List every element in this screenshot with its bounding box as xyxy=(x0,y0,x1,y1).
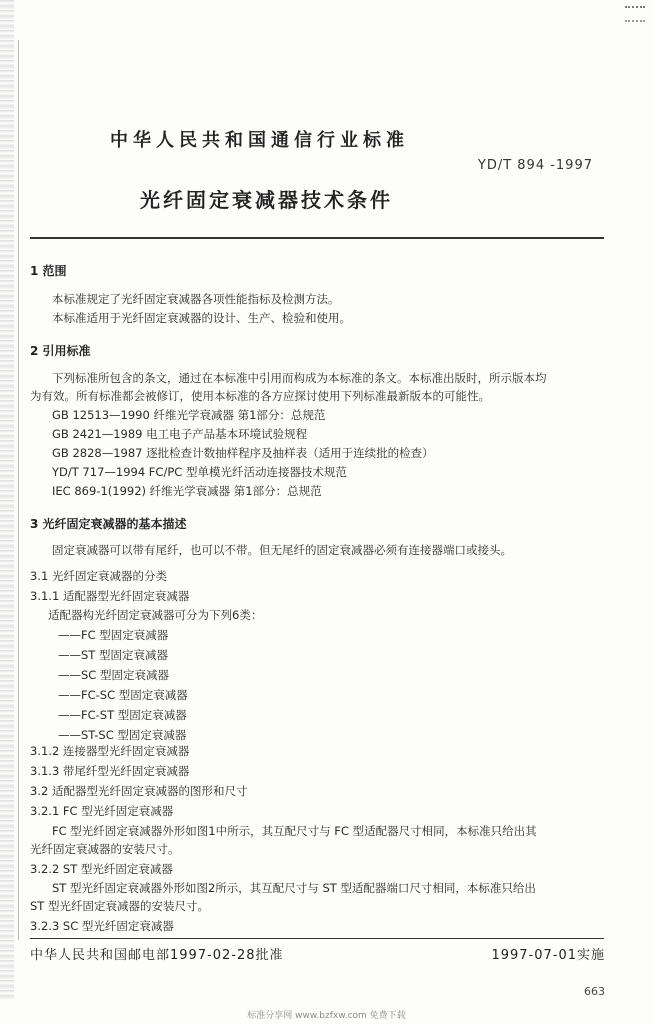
body-line: 3.1.3 带尾纤型光纤固定衰减器 xyxy=(30,764,190,778)
issuing-organization: 中华人民共和国通信行业标准 xyxy=(110,130,409,151)
document-title: 光纤固定衰减器技术条件 xyxy=(140,188,393,212)
body-line: GB 2421—1989 电工电子产品基本环境试验规程 xyxy=(52,427,308,441)
scan-edge-artifact xyxy=(0,0,14,1000)
body-line: ——FC-ST 型固定衰减器 xyxy=(58,708,187,722)
body-line: 固定衰减器可以带有尾纤，也可以不带。但无尾纤的固定衰减器必须有连接器端口或接头。 xyxy=(52,543,512,557)
body-line: 3.1.1 适配器型光纤固定衰减器 xyxy=(30,589,190,603)
body-line: 本标准规定了光纤固定衰减器各项性能指标及检测方法。 xyxy=(52,292,340,306)
body-line: 适配器构光纤固定衰减器可分为下列6类： xyxy=(48,608,263,622)
body-line: YD/T 717—1994 FC/PC 型单模光纤活动连接器技术规范 xyxy=(52,465,347,479)
body-line: 3.2.3 SC 型光纤固定衰减器 xyxy=(30,919,174,933)
body-line: ——ST-SC 型固定衰减器 xyxy=(58,728,187,742)
body-line: ST 型光纤固定衰减器的安装尺寸。 xyxy=(30,899,209,913)
body-line: ——FC 型固定衰减器 xyxy=(58,628,169,642)
scan-edge-line xyxy=(18,40,19,940)
body-line: FC 型光纤固定衰减器外形如图1中所示，其互配尺寸与 FC 型适配器尺寸相同，本标准只给出其 xyxy=(52,824,537,838)
body-line: GB 12513—1990 纤维光学衰减器 第1部分：总规范 xyxy=(52,408,326,422)
body-line: GB 2828—1987 逐批检查计数抽样程序及抽样表（适用于连续批的检查） xyxy=(52,446,434,460)
section-heading: 2 引用标准 xyxy=(30,344,91,358)
body-line: ST 型光纤固定衰减器外形如图2所示，其互配尺寸与 ST 型适配器端口尺寸相同，本标准只给出 xyxy=(52,881,536,895)
body-line: 光纤固定衰减器的安装尺寸。 xyxy=(30,842,180,856)
body-line: 3.2.1 FC 型光纤固定衰减器 xyxy=(30,804,174,818)
standard-code: YD/T 894 -1997 xyxy=(477,158,593,173)
scan-corner-artifact xyxy=(625,6,645,22)
section-heading: 1 范围 xyxy=(30,264,67,278)
body-line: ——FC-SC 型固定衰减器 xyxy=(58,688,188,702)
effective-date: 1997-07-01实施 xyxy=(491,948,605,963)
section-heading: 3 光纤固定衰减器的基本描述 xyxy=(30,517,187,531)
body-line: 本标准适用于光纤固定衰减器的设计、生产、检验和使用。 xyxy=(52,311,351,325)
body-line: 为有效。所有标准都会被修订，使用本标准的各方应探讨使用下列标准最新版本的可能性。 xyxy=(30,389,490,403)
body-line: 3.1.2 连接器型光纤固定衰减器 xyxy=(30,744,190,758)
body-line: 3.2.2 ST 型光纤固定衰减器 xyxy=(30,862,173,876)
body-line: ——ST 型固定衰减器 xyxy=(58,648,168,662)
footer-rule xyxy=(30,938,604,939)
approval-note: 中华人民共和国邮电部1997-02-28批准 xyxy=(30,948,284,963)
body-line: 下列标准所包含的条文，通过在本标准中引用而构成为本标准的条文。本标准出版时，所示版本均 xyxy=(52,371,547,385)
body-line: IEC 869-1(1992) 纤维光学衰减器 第1部分：总规范 xyxy=(52,484,322,498)
page-number: 663 xyxy=(584,985,605,998)
body-line: ——SC 型固定衰减器 xyxy=(58,668,169,682)
body-line: 3.2 适配器型光纤固定衰减器的图形和尺寸 xyxy=(30,784,248,798)
site-watermark: 标准分享网 www.bzfxw.com 免费下载 xyxy=(247,1011,406,1021)
body-line: 3.1 光纤固定衰减器的分类 xyxy=(30,569,167,583)
header-rule xyxy=(30,237,604,239)
